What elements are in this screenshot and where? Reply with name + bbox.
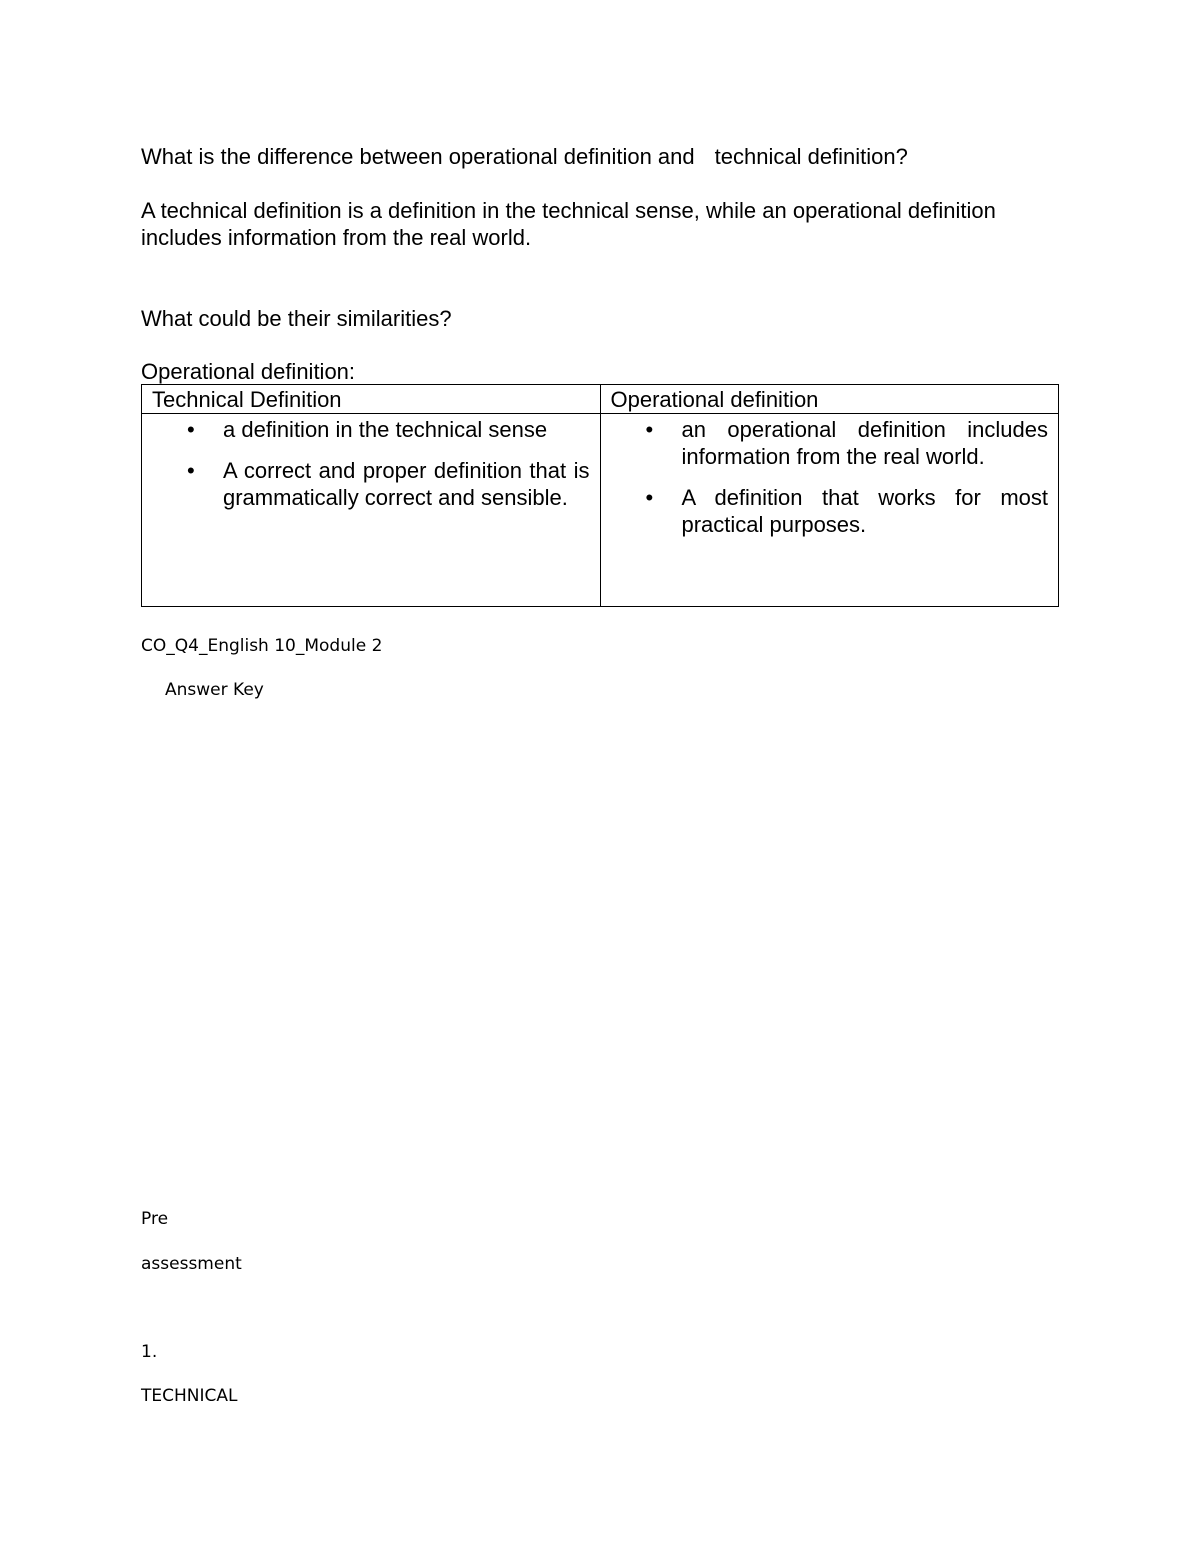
table-body-row [142, 414, 1059, 607]
operational-label: Operational definition: [141, 359, 356, 384]
list-item-text: A correct and proper definition that is grammatically correct and sensible. [223, 458, 590, 510]
question-similarities: What could be their similarities? [141, 306, 452, 331]
answer-difference: A technical definition is a definition in the technical sense, while an operational definition includes information from the real world. [141, 198, 996, 250]
list-item-text: A definition that works for most practical purposes. [681, 485, 1048, 537]
bullet-icon: • [645, 417, 654, 442]
list-item [152, 416, 590, 443]
bullet-icon: • [645, 485, 654, 510]
pre-label: Pre [141, 1209, 169, 1229]
list-item [611, 484, 1049, 538]
item-number: 1. [141, 1342, 158, 1362]
list-item-text: a definition in the technical sense [223, 417, 548, 442]
question-difference-part1: What is the difference between operational definition and [141, 144, 695, 169]
technical-cell [142, 414, 601, 607]
answer-key-heading: Answer Key [165, 680, 264, 700]
module-code: CO_Q4_English 10_Module 2 [141, 636, 383, 656]
operational-list [611, 416, 1049, 538]
assessment-label: assessment [141, 1254, 242, 1274]
operational-cell [600, 414, 1059, 607]
list-item [611, 416, 1049, 470]
bullet-icon: • [187, 458, 195, 483]
technical-list [152, 416, 590, 511]
table-header-row [142, 385, 1059, 414]
question-difference [141, 143, 908, 170]
list-item [152, 457, 590, 511]
list-item-text: an operational definition includes information from the real world. [681, 417, 1048, 469]
header-operational: Operational definition [600, 385, 1059, 414]
definition-table [141, 384, 1059, 607]
bullet-icon: • [187, 417, 195, 442]
header-technical: Technical Definition [142, 385, 601, 414]
question-difference-part2: technical definition? [714, 144, 908, 169]
item-answer: TECHNICAL [141, 1386, 238, 1406]
